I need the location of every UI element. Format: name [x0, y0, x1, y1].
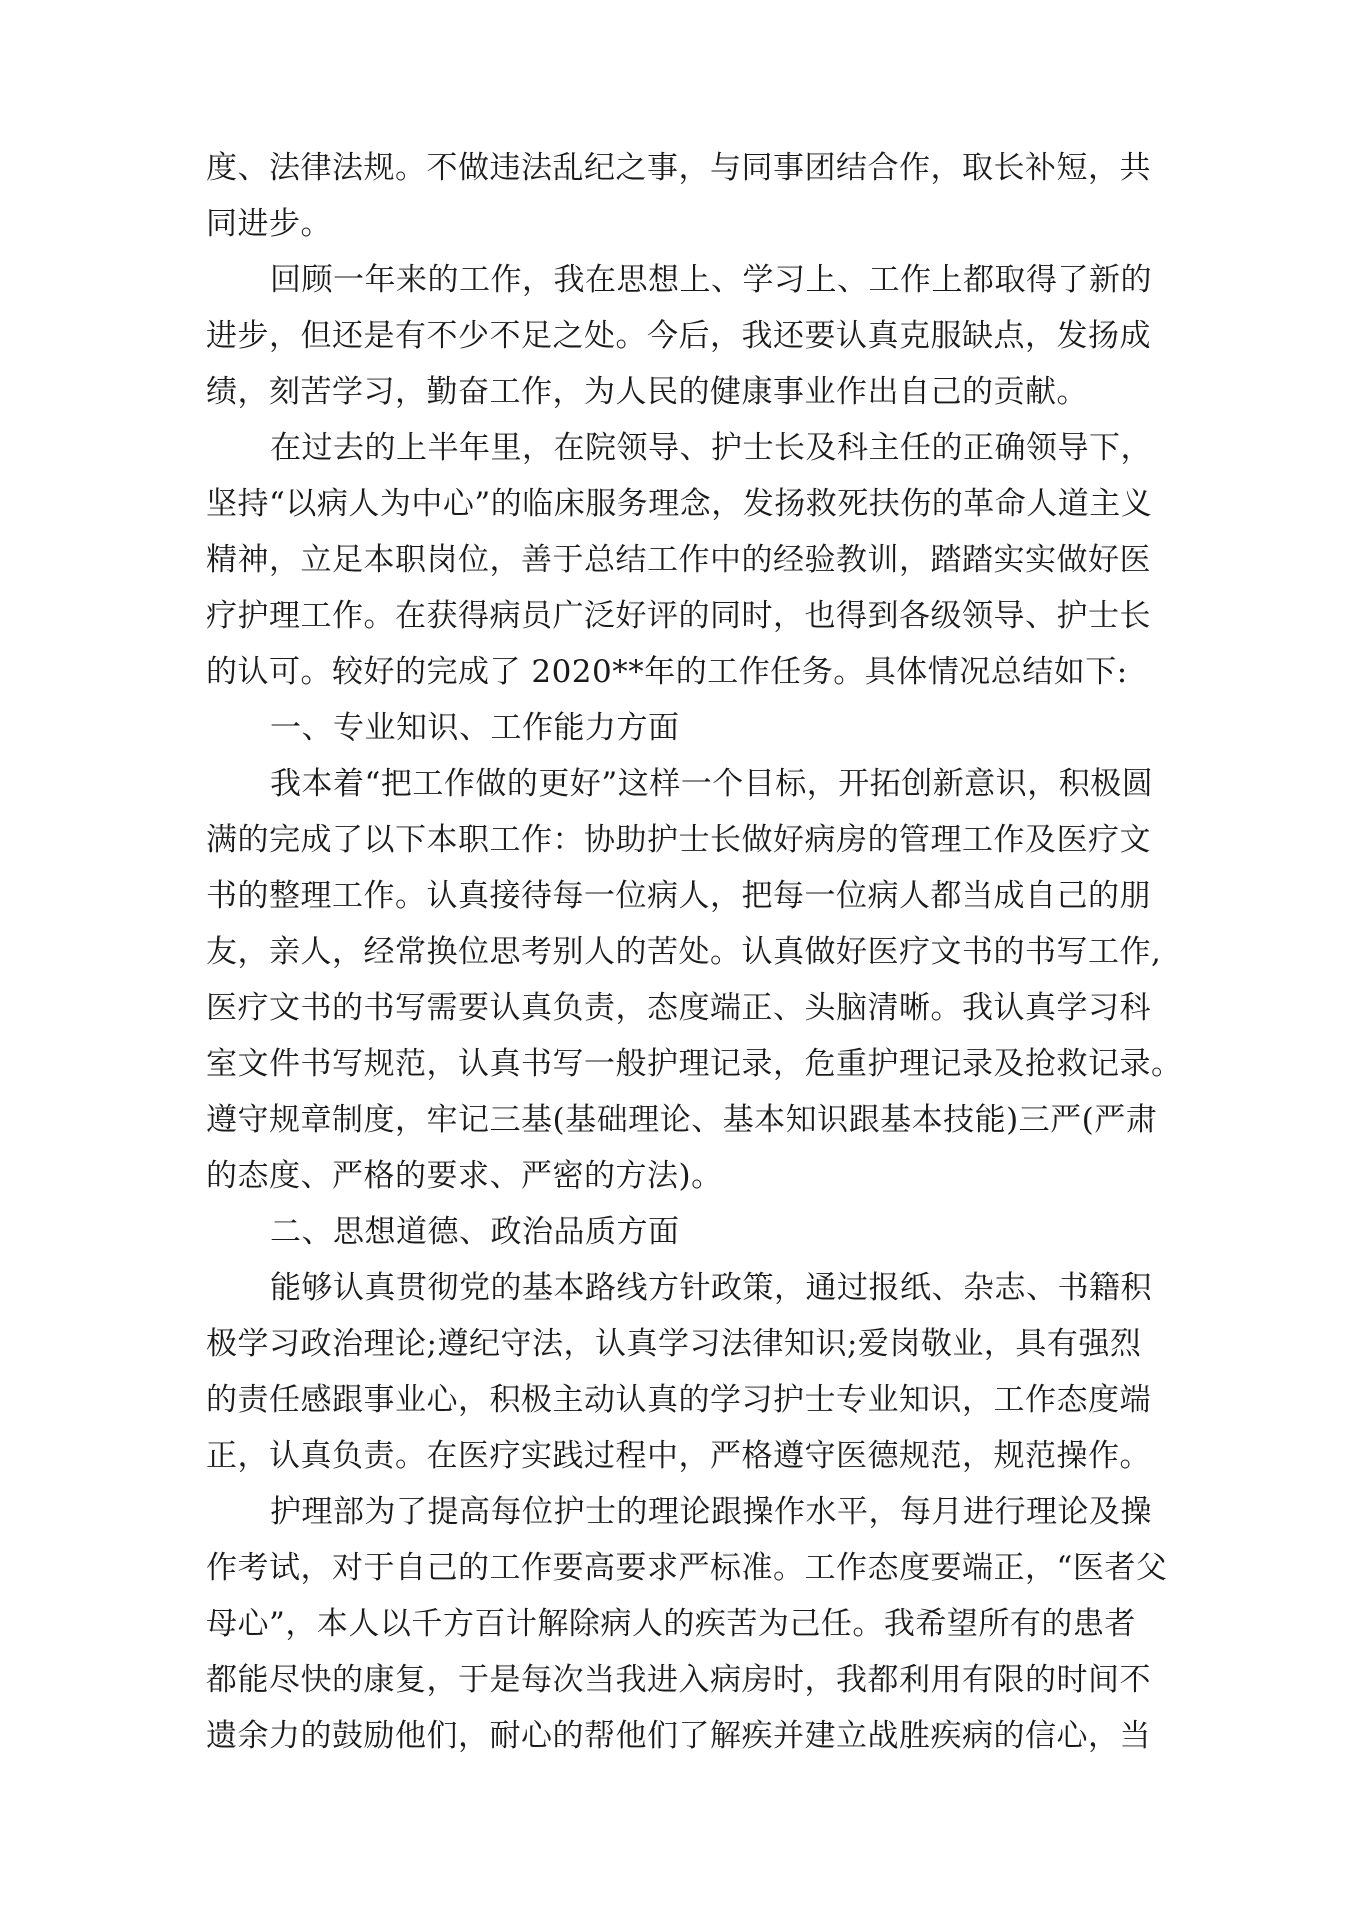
text-line: 我本着“把工作做的更好”这样一个目标，开拓创新意识，积极圆 [270, 766, 1154, 802]
text-line: 同进步。 [206, 206, 332, 242]
text-line: 能够认真贯彻党的基本路线方针政策，通过报纸、杂志、书籍积 [270, 1270, 1152, 1306]
text-line: 的责任感跟事业心，积极主动认真的学习护士专业知识，工作态度端 [206, 1382, 1151, 1418]
text-line: 母心”，本人以千方百计解除病人的疾苦为己任。我希望所有的患者 [206, 1606, 1136, 1642]
text-line: 都能尽快的康复，于是每次当我进入病房时，我都利用有限的时间不 [206, 1662, 1151, 1698]
document-body [206, 140, 1206, 1764]
text-line: 友，亲人，经常换位思考别人的苦处。认真做好医疗文书的书写工作, [206, 934, 1162, 970]
text-line: 遗余力的鼓励他们，耐心的帮他们了解疾并建立战胜疾病的信心，当 [206, 1718, 1151, 1754]
text-line: 的态度、严格的要求、严密的方法)。 [206, 1158, 723, 1194]
text-line: 绩，刻苦学习，勤奋工作，为人民的健康事业作出自己的贡献。 [206, 374, 1088, 410]
text-line: 作考试，对于自己的工作要高要求严标准。工作态度要端正，“医者父 [206, 1550, 1168, 1586]
text-line: 精神，立足本职岗位，善于总结工作中的经验教训，踏踏实实做好医 [206, 542, 1151, 578]
text-line: 进步，但还是有不少不足之处。今后，我还要认真克服缺点，发扬成 [206, 318, 1151, 354]
text-line: 坚持“以病人为中心”的临床服务理念，发扬救死扶伤的革命人道主义 [206, 486, 1153, 522]
text-line: 极学习政治理论;遵纪守法，认真学习法律知识;爱岗敬业，具有强烈 [206, 1326, 1142, 1362]
text-line: 遵守规章制度，牢记三基(基础理论、基本知识跟基本技能)三严(严肃 [206, 1102, 1158, 1138]
text-line: 疗护理工作。在获得病员广泛好评的同时，也得到各级领导、护士长 [206, 598, 1151, 634]
text-line: 室文件书写规范，认真书写一般护理记录，危重护理记录及抢救记录。 [206, 1046, 1183, 1082]
text-line: 在过去的上半年里，在院领导、护士长及科主任的正确领导下， [270, 430, 1152, 466]
text-line: 度、法律法规。不做违法乱纪之事，与同事团结合作，取长补短，共 [206, 150, 1151, 186]
text-line: 一、专业知识、工作能力方面 [270, 710, 680, 746]
text-line: 回顾一年来的工作，我在思想上、学习上、工作上都取得了新的 [270, 262, 1152, 298]
text-line: 二、思想道德、政治品质方面 [270, 1214, 680, 1250]
text-line: 医疗文书的书写需要认真负责，态度端正、头脑清晰。我认真学习科 [206, 990, 1151, 1026]
text-line: 护理部为了提高每位护士的理论跟操作水平，每月进行理论及操 [270, 1494, 1152, 1530]
text-line: 的认可。较好的完成了 2020**年的工作任务。具体情况总结如下: [206, 654, 1128, 690]
text-line: 书的整理工作。认真接待每一位病人，把每一位病人都当成自己的朋 [206, 878, 1151, 914]
text-line: 满的完成了以下本职工作：协助护士长做好病房的管理工作及医疗文 [206, 822, 1151, 858]
text-line: 正，认真负责。在医疗实践过程中，严格遵守医德规范，规范操作。 [206, 1438, 1151, 1474]
